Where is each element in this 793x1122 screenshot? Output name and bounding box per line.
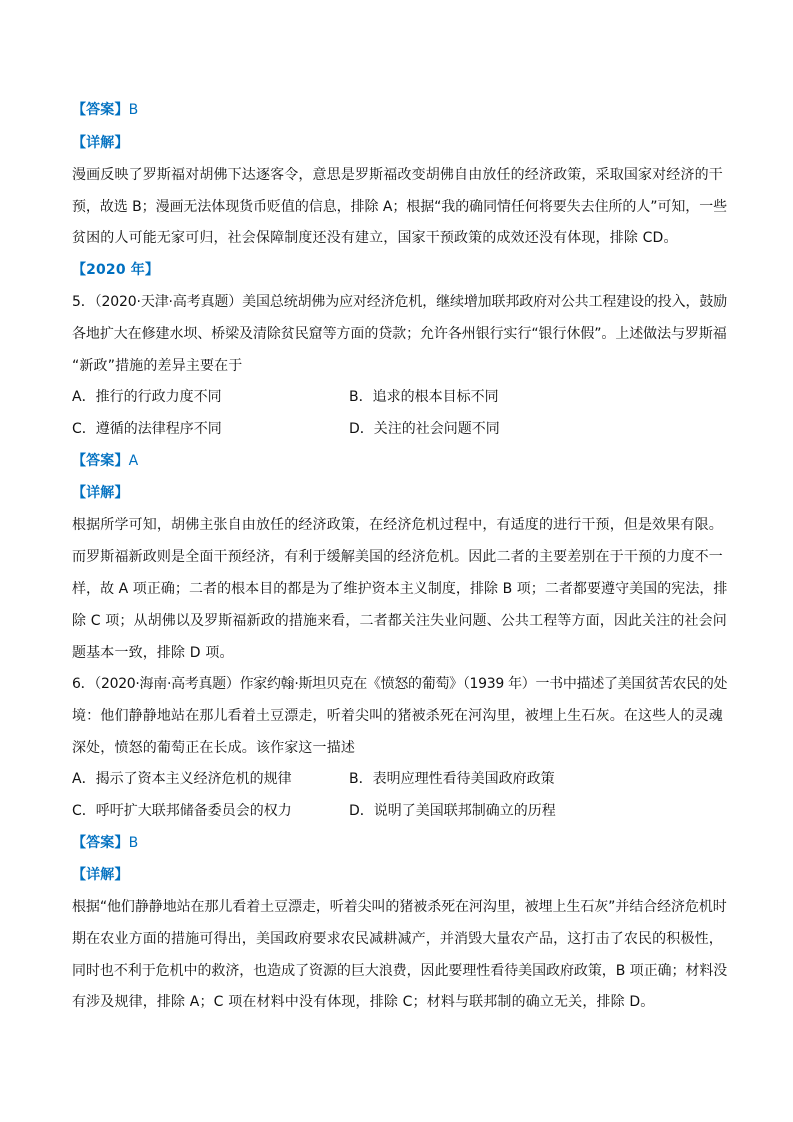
option-a: A．揭示了资本主义经济危机的规律 (72, 771, 292, 787)
answer-label: 【答案】 (72, 835, 129, 851)
option-d: D．说明了美国联邦制确立的历程 (349, 803, 556, 819)
answer-value: A (128, 453, 139, 469)
option-a: A．推行的行政力度不同 (72, 389, 222, 405)
detail-label: 【详解】 (72, 485, 129, 501)
detail-text-line: 期在农业方面的措施可得出，美国政府要求农民减耕减产，并消毁大量农产品，这打击了农民的积极性， (72, 931, 723, 947)
detail-heading (72, 484, 727, 502)
detail-label: 【详解】 (72, 135, 129, 151)
detail-heading (72, 866, 727, 884)
answer-line (72, 452, 727, 470)
detail-text-line: 根据所学可知，胡佛主张自由放任的经济政策，在经济危机过程中，有适度的进行干预，但是效果有限。 (72, 517, 723, 533)
question-stem-line: “新政”措施的差异主要在于 (72, 358, 243, 374)
detail-text-line: 样，故 A 项正确；二者的根本目的都是为了维护资本主义制度，排除 B 项；二者都要遵守美国的宪法，排 (72, 581, 728, 597)
option-c: C．遵循的法律程序不同 (72, 421, 222, 437)
detail-text-line: 漫画反映了罗斯福对胡佛下达逐客令，意思是罗斯福改变胡佛自由放任的经济政策，采取国家对经济的干 (72, 167, 723, 183)
answer-label: 【答案】 (72, 453, 129, 469)
option-b: B．表明应理性看待美国政府政策 (349, 771, 555, 787)
answer-line (72, 834, 727, 852)
detail-text-line: 预，故选 B；漫画无法体现货币贬值的信息，排除 A；根据“我的确同情任何将要失去住所的人”可知，一些 (72, 199, 728, 215)
answer-label: 【答案】 (72, 102, 129, 118)
detail-text-line: 根据“他们静静地站在那儿看着土豆漂走，听着尖叫的猪被杀死在河沟里，被埋上生石灰”并结合经济危机时 (72, 899, 727, 915)
detail-text-line: 而罗斯福新政则是全面干预经济，有利于缓解美国的经济危机。因此二者的主要差别在于干预的力度不一 (72, 549, 723, 565)
option-b: B．追求的根本目标不同 (349, 389, 499, 405)
question-stem-line: 5．（2020·天津·高考真题）美国总统胡佛为应对经济危机，继续增加联邦政府对公共工程建设的投入，鼓励 (72, 294, 728, 310)
question-stem-line: 境：他们静静地站在那儿看着土豆漂走，听着尖叫的猪被杀死在河沟里，被埋上生石灰。在这些人的灵魂 (72, 708, 723, 724)
answer-line (72, 101, 727, 119)
option-c: C．呼吁扩大联邦储备委员会的权力 (72, 803, 292, 819)
detail-text-line: 除 C 项；从胡佛以及罗斯福新政的措施来看，二者都关注失业问题、公共工程等方面，因此关注的社会问 (72, 613, 727, 629)
question-stem-line: 深处，愤怒的葡萄正在长成。该作家这一描述 (72, 740, 355, 756)
answer-value: B (128, 102, 139, 118)
question-stem-line: 各地扩大在修建水坝、桥梁及清除贫民窟等方面的贷款；允许各州银行实行“银行休假”。上述做法与罗斯福 (72, 326, 727, 342)
year-heading-text: 【2020 年】 (72, 262, 160, 278)
detail-heading (72, 134, 727, 152)
detail-text-line: 有涉及规律，排除 A；C 项在材料中没有体现，排除 C；材料与联邦制的确立无关，排除 D。 (72, 994, 655, 1010)
answer-value: B (128, 835, 139, 851)
detail-text-line: 同时也不利于危机中的救济，也造成了资源的巨大浪费，因此要理性看待美国政府政策，B 项正确；材料没 (72, 963, 728, 979)
detail-text-line: 题基本一致，排除 D 项。 (72, 645, 234, 661)
year-heading (72, 261, 727, 279)
detail-text-line: 贫困的人可能无家可归，社会保障制度还没有建立，国家干预政策的成效还没有体现，排除 CD。 (72, 230, 678, 246)
question-stem-line: 6．（2020·海南·高考真题）作家约翰·斯坦贝克在《愤怒的葡萄》（1939 年）一书中描述了美国贫苦农民的处 (72, 676, 728, 692)
option-d: D．关注的社会问题不同 (349, 421, 500, 437)
detail-label: 【详解】 (72, 867, 129, 883)
